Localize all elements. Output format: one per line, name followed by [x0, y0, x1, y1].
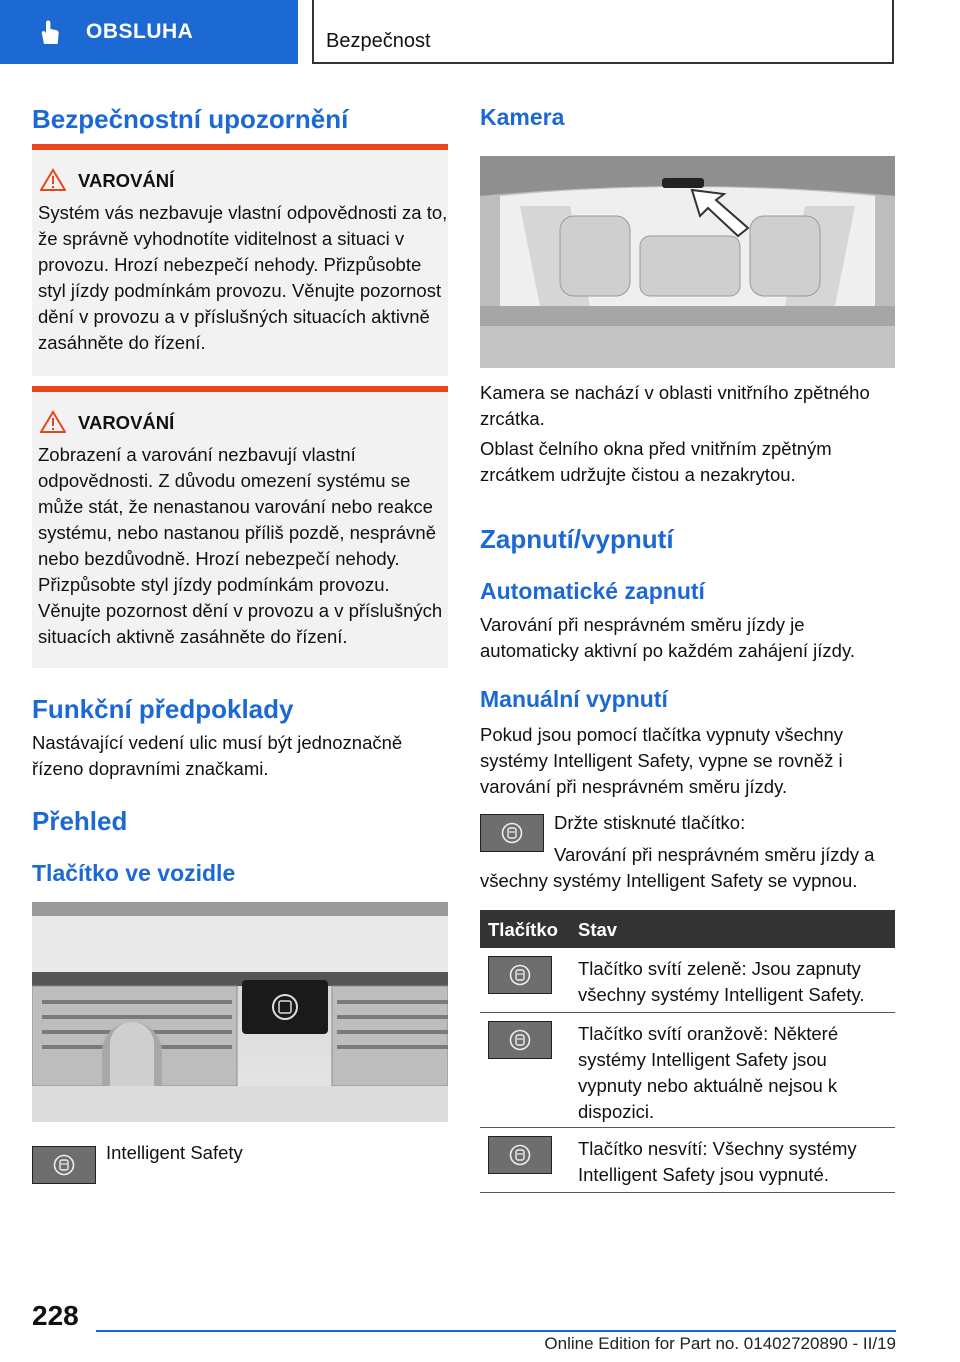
car-shield-icon: [509, 1029, 531, 1051]
section-tab: [0, 0, 298, 64]
warning-box-1: [32, 144, 448, 376]
on-off-title: Zapnutí/vypnutí: [480, 524, 674, 554]
intelligent-safety-button-icon: [488, 956, 552, 994]
warning-triangle-icon: [40, 410, 66, 434]
warning-box-2: [32, 386, 448, 668]
auto-on-text: Varování při nesprávném směru jízdy je automaticky aktivní po každém zahájení jízdy.: [480, 614, 855, 661]
manual-off-title: Manuální vypnutí: [480, 686, 668, 712]
overview-title: Přehled: [32, 806, 128, 836]
warning-triangle-icon: [40, 168, 66, 192]
table-header: [480, 910, 895, 948]
camera-title: Kamera: [480, 104, 565, 130]
car-shield-icon: [501, 822, 523, 844]
button-in-vehicle-title: Tlačítko ve vozidle: [32, 860, 236, 886]
prerequisites-text: Nastávající vedení ulic musí být jednoznačně řízeno dopravními značkami.: [32, 732, 403, 779]
manual-off-text: Pokud jsou pomocí tlačítka vypnuty všechny systémy Intelligent Safety, vypne se rovněž i varování při nesprávném směru jízdy.: [480, 724, 843, 797]
auto-on-title: Automatické zapnutí: [480, 578, 705, 604]
status-text: Tlačítko nesvítí: Všechny systémy Intelligent Safety jsou vypnuté.: [578, 1138, 857, 1185]
car-shield-icon: [53, 1154, 75, 1176]
intelligent-safety-button-icon: [32, 1146, 96, 1184]
intelligent-safety-button-icon: [488, 1136, 552, 1174]
car-shield-icon: [509, 964, 531, 986]
warning-text: Zobrazení a varování nezbavují vlastní odpovědnosti. Z důvodu omezení systému se může stát, že nenastanou varování nebo reakce systému, nebo nastanou příliš pozdě, nesprávně nebo bezdůvodně. Hrozí nebezpečí nehody. Přizpůsobte styl jízdy podmínkám provozu. Věnujte pozornost dění v provozu a v příslušných situacích aktivně zasáhněte do řízení.: [38, 444, 443, 647]
camera-location-text: Kamera se nachází v oblasti vnitřního zpětného zrcátka.: [480, 382, 870, 429]
edition-footer: Online Edition for Part no. 01402720890 - II/19: [544, 1334, 896, 1353]
hold-button-text: Držte stisknuté tlačítko:: [554, 812, 746, 833]
column-header-status: Stav: [578, 919, 618, 940]
footer-divider: [96, 1330, 896, 1332]
hand-pointer-icon: [36, 18, 64, 46]
status-text: Tlačítko svítí zeleně: Jsou zapnuty všechny systémy Intelligent Safety.: [578, 958, 865, 1005]
safety-notes-title: Bezpečnostní upozornění: [32, 104, 349, 134]
warning-text: Systém vás nezbavuje vlastní odpovědnosti za to, že správně vyhodnotíte viditelnost a situaci v provozu. Hrozí nebezpečí nehody. Přizpůsobte styl jízdy podmínkám provozu. Věnujte pozornost dění v provozu a v příslušných situacích aktivně zasáhněte do řízení.: [38, 202, 448, 353]
dashboard-button-photo: [32, 902, 448, 1122]
column-header-button: Tlačítko: [488, 919, 558, 940]
warning-label: VAROVÁNÍ: [78, 412, 175, 433]
camera-location-photo: [480, 156, 895, 368]
table-row: [480, 1128, 895, 1193]
warning-label: VAROVÁNÍ: [78, 170, 175, 191]
car-shield-icon: [509, 1144, 531, 1166]
page-number: 228: [32, 1300, 79, 1331]
prerequisites-title: Funkční předpoklady: [32, 694, 294, 724]
section-label: OBSLUHA: [86, 20, 194, 43]
status-text: Tlačítko svítí oranžově: Některé systémy Intelligent Safety jsou vypnuty nebo aktuálně nejsou k dispozici.: [578, 1023, 839, 1122]
camera-clean-text: Oblast čelního okna před vnitřním zpětným zrcátkem udržujte čistou a nezakrytou.: [480, 438, 832, 485]
button-status-table: [480, 910, 895, 1193]
topic-tab: [312, 0, 894, 64]
hold-result-text: Varování při nesprávném směru jízdy a všechny systémy Intelligent Safety se vypnou.: [480, 844, 875, 891]
intelligent-safety-label: Intelligent Safety: [106, 1142, 243, 1163]
topic-label: Bezpečnost: [326, 30, 431, 52]
table-row: [480, 1013, 895, 1128]
intelligent-safety-button-icon: [488, 1021, 552, 1059]
table-row: [480, 948, 895, 1013]
